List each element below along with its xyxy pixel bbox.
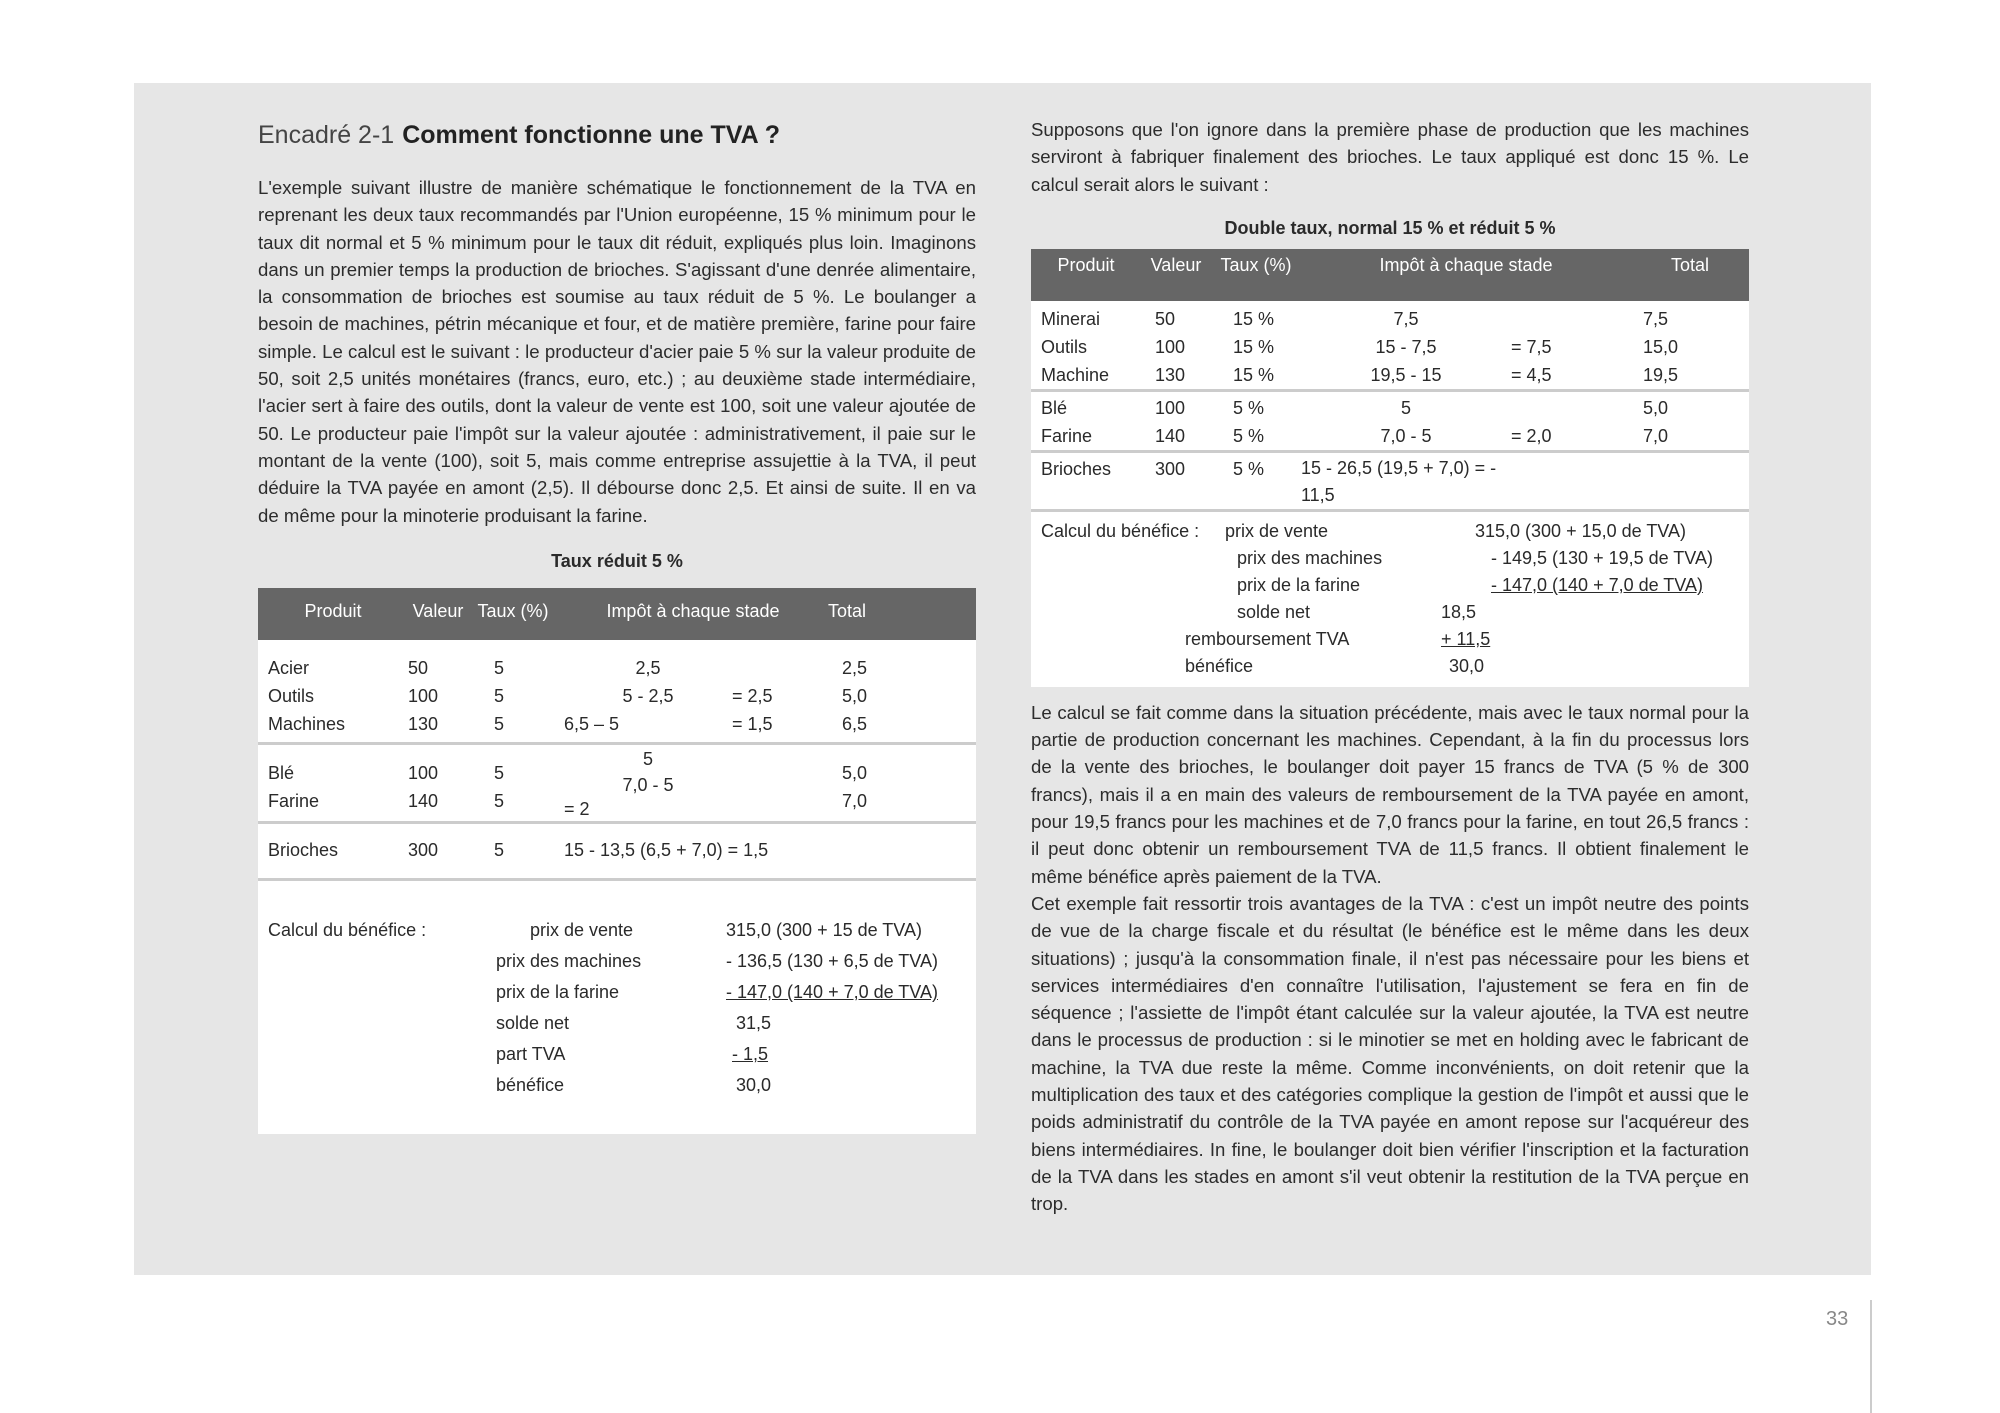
cell-taux: 5 % bbox=[1211, 390, 1301, 422]
cell-total: 19,5 bbox=[1643, 364, 1679, 385]
cell-valeur: 100 bbox=[408, 685, 439, 706]
cell-produit: Brioches bbox=[1031, 451, 1141, 509]
cell-taux: 15 % bbox=[1233, 308, 1275, 329]
cell-impot-result: = 2,0 bbox=[1511, 425, 1552, 446]
calc-value: - 149,5 (130 + 19,5 de TVA) bbox=[1491, 547, 1713, 568]
table-row bbox=[258, 787, 976, 823]
cell-produit: Blé bbox=[1031, 390, 1141, 422]
calc-name: prix de la farine bbox=[496, 982, 620, 1003]
cell-valeur: 300 bbox=[408, 823, 468, 879]
paragraph-3: Cet exemple fait ressortir trois avantages de la TVA : c'est un impôt neutre des points de vue de la charge fiscale et du résultat (le bénéfice est le même dans les deux situations) ; jusqu'à la consommation finale, il n'est pas nécessaire pour les biens et services intermédiaires d'en connaître l'utilisation, l'ajustement se fera en fin de séquence ; l'assiette de l'impôt étant calculée sur la valeur ajoutée, la TVA est neutre dans le processus de production : si le minotier se met en holding avec le fabricant de machine, la TVA due reste la même. Comme inconvénients, on doit retenir que la multiplication des taux et des catégories complique la gestion de l'impôt et aussi que le poids administratif du contrôle de la TVA payée en amont repose sur l'acquéreur des biens intermédiaires. In fine, le boulanger doit bien vérifier l'inscription et la facturation de la TVA dans les stades en amont s'il veut obtenir la restitution de la TVA perçue en trop. bbox=[1031, 892, 1749, 1215]
right-column bbox=[1031, 116, 1749, 1218]
calc-row bbox=[1031, 572, 1749, 599]
table-row bbox=[1031, 422, 1749, 452]
cell-produit: Brioches bbox=[258, 823, 408, 879]
table-row bbox=[1031, 451, 1749, 509]
cell-impot bbox=[1301, 390, 1631, 422]
calc-name: prix de vente bbox=[1225, 520, 1329, 541]
table1-header-impot: Impôt à chaque stade bbox=[558, 588, 828, 640]
cell-valeur: 100 bbox=[1155, 336, 1186, 357]
cell-impot-value: 15 - 26,5 (19,5 + 7,0) = - 11,5 bbox=[1301, 457, 1497, 505]
table1-header-total: Total bbox=[828, 588, 976, 640]
cell-impot-value: 2,5 bbox=[635, 657, 661, 678]
calc-row bbox=[496, 977, 956, 1008]
table2-header-impot: Impôt à chaque stade bbox=[1301, 249, 1631, 301]
cell-taux: 5 bbox=[468, 823, 558, 879]
calc-row bbox=[496, 915, 956, 946]
cell-impot bbox=[1301, 305, 1631, 333]
cell-produit: Outils bbox=[268, 685, 315, 706]
cell-impot bbox=[558, 682, 828, 710]
cell-total: 2,5 bbox=[842, 657, 868, 678]
table2-header-taux: Taux (%) bbox=[1211, 249, 1301, 301]
calc-value: 31,5 bbox=[736, 1013, 772, 1034]
left-column bbox=[258, 118, 976, 1134]
calc-name: bénéfice bbox=[1185, 655, 1254, 676]
calc-name: solde net bbox=[496, 1013, 570, 1034]
cell-taux: 5 bbox=[494, 657, 505, 678]
table2-caption: Double taux, normal 15 % et réduit 5 % bbox=[1224, 217, 1556, 238]
cell-produit: Outils bbox=[1041, 336, 1088, 357]
cell-taux: 5 bbox=[494, 685, 505, 706]
cell-total: 6,5 bbox=[842, 713, 868, 734]
cell-impot-value: 7,5 bbox=[1393, 308, 1419, 329]
cell-impot-value: 5 bbox=[1400, 397, 1411, 418]
calc-name: part TVA bbox=[496, 1044, 566, 1065]
cell-total: 5,0 bbox=[842, 685, 868, 706]
calc-value: 30,0 bbox=[736, 1075, 772, 1096]
calc-row bbox=[1031, 626, 1749, 653]
table-double-taux bbox=[1031, 249, 1749, 509]
cell-total: 7,5 bbox=[1643, 308, 1669, 329]
page-number: 33 bbox=[1826, 1308, 1849, 1330]
calc-row bbox=[496, 1008, 956, 1039]
cell-total: 5,0 bbox=[1631, 390, 1749, 422]
table-taux-reduit bbox=[258, 588, 976, 879]
cell-valeur: 130 bbox=[408, 713, 439, 734]
cell-valeur: 140 bbox=[1155, 425, 1186, 446]
cell-total: 5,0 bbox=[828, 744, 976, 788]
calc-value: 315,0 (300 + 15,0 de TVA) bbox=[1475, 520, 1686, 541]
cell-impot-value: 7,0 - 5 bbox=[622, 775, 674, 796]
cell-impot bbox=[558, 710, 828, 738]
calc-value: 18,5 bbox=[1441, 601, 1477, 622]
cell-produit: Blé bbox=[258, 744, 408, 788]
calc-name: prix des machines bbox=[496, 951, 642, 972]
cell-taux: 5 bbox=[468, 744, 558, 788]
table1-header-produit: Produit bbox=[258, 588, 408, 640]
cell-valeur: 100 bbox=[1141, 390, 1211, 422]
cell-taux: 15 % bbox=[1233, 336, 1275, 357]
table-row bbox=[1031, 390, 1749, 422]
cell-produit: Acier bbox=[268, 657, 310, 678]
table-row bbox=[258, 682, 976, 710]
cell-impot-value: 19,5 - 15 bbox=[1370, 364, 1442, 385]
calc-value: - 136,5 (130 + 6,5 de TVA) bbox=[726, 951, 938, 972]
calc-row bbox=[1031, 653, 1749, 680]
calc-name: prix de la farine bbox=[1237, 574, 1361, 595]
table-row bbox=[1031, 305, 1749, 333]
calc-rows bbox=[496, 915, 956, 1101]
table-row bbox=[258, 823, 976, 879]
cell-impot-value: 15 - 7,5 bbox=[1375, 336, 1437, 357]
calc-name: prix des machines bbox=[1237, 547, 1383, 568]
box-label: Encadré 2-1 bbox=[258, 121, 395, 149]
cell-taux: 15 % bbox=[1233, 364, 1275, 385]
cell-taux: 5 % bbox=[1211, 451, 1301, 509]
calc-row bbox=[496, 1039, 956, 1070]
calc-value: 315,0 (300 + 15 de TVA) bbox=[726, 920, 922, 941]
cell-impot-result: = 1,5 bbox=[732, 713, 773, 734]
calc-value: + 11,5 bbox=[1441, 628, 1491, 649]
calc-label: Calcul du bénéfice : bbox=[268, 920, 427, 941]
cell-produit: Farine bbox=[1041, 425, 1093, 446]
table1-header-taux: Taux (%) bbox=[468, 588, 558, 640]
table-row bbox=[258, 654, 976, 682]
table1-caption: Taux réduit 5 % bbox=[551, 550, 683, 571]
calc-value: - 147,0 (140 + 7,0 de TVA) bbox=[1491, 574, 1703, 595]
calc-name: bénéfice bbox=[496, 1075, 565, 1096]
cell-valeur: 140 bbox=[408, 791, 439, 812]
cell-valeur: 100 bbox=[408, 744, 468, 788]
cell-total: 15,0 bbox=[1643, 336, 1679, 357]
cell-taux: 5 bbox=[494, 713, 505, 734]
cell-impot bbox=[558, 654, 828, 682]
table-row bbox=[1031, 333, 1749, 361]
cell-impot bbox=[1301, 451, 1749, 509]
page-rule bbox=[1870, 1300, 1872, 1413]
cell-total: 7,0 bbox=[1643, 425, 1669, 446]
cell-impot-result: = 2 bbox=[564, 799, 590, 820]
calc-name: solde net bbox=[1237, 601, 1311, 622]
calc-row bbox=[1031, 599, 1749, 626]
paragraph-2: Le calcul se fait comme dans la situation précédente, mais avec le taux normal pour la partie de production concernant les machines. Cependant, à la fin du processus lors de la vente des brioches, le boulanger doit payer 15 francs de TVA (5 % de 300 francs), mais il a en main des valeurs de remboursement de la TVA payée en amont, pour 19,5 francs pour les machines et de 7,0 francs pour la farine, en tout 26,5 francs : il peut donc obtenir un remboursement TVA de 11,5 francs. Il obtient finalement le même bénéfice après paiement de la TVA. bbox=[1031, 701, 1749, 887]
cell-impot bbox=[558, 775, 828, 823]
cell-valeur: 130 bbox=[1155, 364, 1186, 385]
box-title bbox=[258, 118, 976, 152]
cell-valeur: 50 bbox=[1155, 308, 1176, 329]
cell-valeur: 50 bbox=[408, 657, 429, 678]
cell-impot-result: = 7,5 bbox=[1511, 336, 1552, 357]
cell-impot-result: = 4,5 bbox=[1511, 364, 1552, 385]
cell-impot-value: 7,0 - 5 bbox=[1380, 425, 1432, 446]
cell-impot bbox=[1301, 422, 1631, 452]
cell-taux: 5 % bbox=[1233, 425, 1265, 446]
cell-produit: Machines bbox=[268, 713, 346, 734]
right-intro-paragraph: Supposons que l'on ignore dans la première phase de production que les machines serviront à fabriquer finalement des brioches. Le taux appliqué est donc 15 %. Le calcul serait alors le suivant : bbox=[1031, 119, 1749, 195]
cell-produit: Machine bbox=[1041, 364, 1110, 385]
cell-impot-value: 5 - 2,5 bbox=[622, 685, 674, 706]
cell-produit: Farine bbox=[268, 791, 320, 812]
calc-name: prix de vente bbox=[530, 920, 634, 941]
box-heading: Comment fonctionne une TVA ? bbox=[402, 121, 780, 149]
calc-value: 30,0 bbox=[1449, 655, 1485, 676]
calc-row bbox=[496, 1070, 956, 1101]
cell-impot-result: = 2,5 bbox=[732, 685, 773, 706]
cell-impot-value: 6,5 – 5 bbox=[564, 713, 620, 734]
intro-paragraph: L'exemple suivant illustre de manière schématique le fonctionnement de la TVA en reprenant les deux taux recommandés par l'Union européenne, 15 % minimum pour le taux dit normal et 5 % minimum pour le taux dit réduit, expliqués plus loin. Imaginons dans un premier temps la production de brioches. S'agissant d'une denrée alimentaire, la consommation de brioches est soumise au taux réduit de 5 %. Le boulanger a besoin de machines, pétrin mécanique et four, et de matière première, farine pour faire simple. Le calcul est le suivant : le producteur d'acier paie 5 % sur la valeur produite de 50, soit 2,5 unités monétaires (francs, euro, etc.) ; au deuxième stade intermédiaire, l'acier sert à faire des outils, dont la valeur de vente est 100, soit une valeur ajoutée de 50. Le producteur paie l'impôt sur la valeur ajoutée : administrativement, il paie sur le montant de la vente (100), soit 5, mais comme entreprise assujettie à la TVA, il peut déduire la TVA payée en amont (2,5). Il débourse donc 2,5. Et ainsi de suite. Il en va de même pour la minoterie produisant la farine. bbox=[258, 177, 976, 526]
table2-header-produit: Produit bbox=[1031, 249, 1141, 301]
calc-row bbox=[496, 946, 956, 977]
table1-header-row bbox=[258, 588, 976, 640]
cell-taux: 5 bbox=[494, 791, 505, 812]
calc-label: Calcul du bénéfice : bbox=[1041, 520, 1200, 541]
cell-total: 7,0 bbox=[842, 791, 868, 812]
cell-produit: Minerai bbox=[1041, 308, 1101, 329]
calc-value: - 147,0 (140 + 7,0 de TVA) bbox=[726, 982, 938, 1003]
cell-impot: 15 - 13,5 (6,5 + 7,0) = 1,5 bbox=[558, 823, 976, 879]
calc-name: remboursement TVA bbox=[1185, 628, 1350, 649]
table1-header-valeur: Valeur bbox=[408, 588, 468, 640]
table2-header-valeur: Valeur bbox=[1141, 249, 1211, 301]
table2-header-row bbox=[1031, 249, 1749, 301]
calc-row bbox=[1031, 545, 1749, 572]
calc-rows bbox=[1031, 518, 1749, 680]
table1-calc bbox=[258, 878, 976, 1134]
calc-row bbox=[1031, 518, 1749, 545]
table2-calc bbox=[1031, 509, 1749, 687]
cell-impot bbox=[1301, 333, 1631, 361]
cell-impot bbox=[1301, 361, 1631, 391]
cell-impot-value: 5 bbox=[642, 749, 653, 770]
table2-header-total: Total bbox=[1631, 249, 1749, 301]
cell-valeur: 300 bbox=[1141, 451, 1211, 509]
table-row bbox=[258, 710, 976, 738]
table-row bbox=[1031, 361, 1749, 391]
calc-value: - 1,5 bbox=[732, 1044, 769, 1065]
